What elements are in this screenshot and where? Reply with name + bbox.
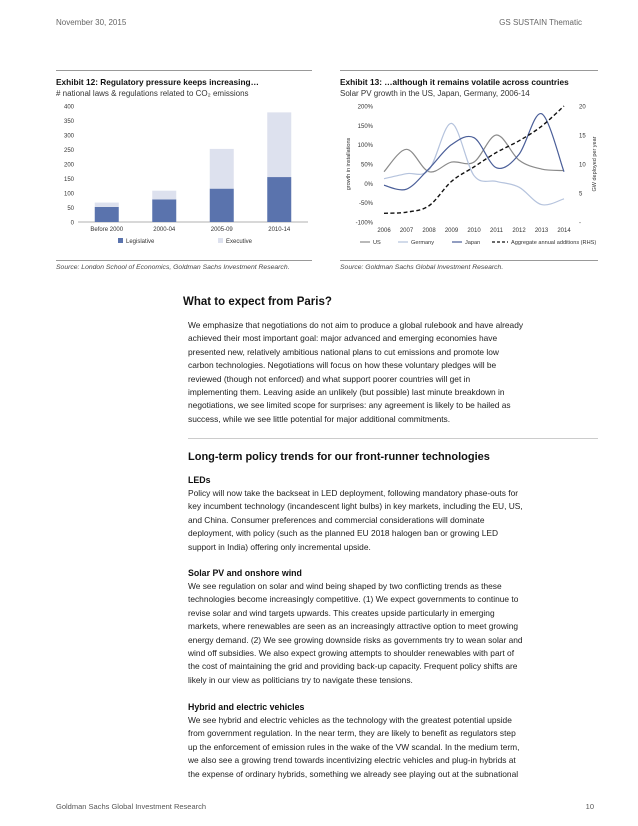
paris-line: We emphasize that negotiations do not aim to produce a global rulebook and have already (188, 320, 524, 330)
solar-line: revise solar and wind targets upwards. This creates upside particularly in emerging (188, 607, 495, 618)
y-left-tick-label: 0% (364, 181, 373, 188)
leds-line: deployment, with policy (such as the planned EU 2018 halogen ban or growing LED (188, 528, 499, 539)
x-tick-label: 2005-09 (210, 227, 233, 233)
y-tick-label: 50 (67, 206, 74, 212)
y-right-axis-label: GW deployed per year (592, 136, 598, 192)
paris-line: negotiations, we see limited scope for surprises: any agreement is likely to be hailed as (188, 400, 511, 411)
x-tick-label: 2012 (512, 228, 526, 234)
legend-label: Germany (411, 240, 435, 246)
bar-executive (210, 149, 234, 189)
hybrid-line: from government regulation. In the near term, they are likely to benefit as regulators step (188, 728, 516, 739)
paris-line: implementing them. Leaving aside an unlikely (but possible) last minute breakdown in (188, 387, 505, 398)
y-left-axis-label: growth in installations (346, 137, 352, 191)
policy-heading: Long-term policy trends for our front-runner technologies (188, 451, 490, 463)
paris-line: achieved their most important goal: major advanced and emerging economies have (188, 333, 498, 344)
y-tick-label: 0 (70, 220, 74, 227)
solar-line: likely in our view as politicians try to navigate these tensions. (188, 674, 413, 685)
solar-line: We see regulation on solar and wind being shaped by two conflicting trends as these (188, 581, 502, 591)
bar-executive (95, 203, 119, 207)
leds-line: Policy will now take the backseat in LED deployment, following mandatory phase-outs for (188, 488, 519, 498)
legend-label: Executive (226, 239, 253, 245)
y-left-tick-label: 50% (360, 162, 373, 169)
legend-label: Legislative (126, 239, 155, 245)
hybrid-paragraph (188, 714, 592, 781)
hybrid-line: we also see a growing trend towards incentivizing electric vehicles and plug-in hybrids at (188, 755, 516, 766)
paris-line: presented new, relatively ambitious national plans to cut emissions and promote low (188, 346, 499, 357)
y-right-tick-label: 10 (579, 162, 586, 169)
paris-line: success, while we see little potential for major additional commitments. (188, 413, 451, 424)
hybrid-line: We see hybrid and electric vehicles as the technology with the greatest potential upside (188, 715, 512, 725)
header-series: GS SUSTAIN Thematic (499, 18, 582, 27)
x-tick-label: 2008 (422, 228, 436, 234)
x-tick-label: 2010-14 (268, 227, 291, 233)
legend-label: Aggregate annual additions (RHS) (511, 240, 597, 246)
solar-paragraph (188, 580, 592, 687)
exhibit13-subtitle: Solar PV growth in the US, Japan, Germany, 2006-14 (340, 89, 530, 98)
solar-line: energy demand. (2) We see growing downside risks as governments try to wean solar and (188, 634, 523, 645)
bar-executive (152, 191, 176, 200)
y-right-tick-label: 5 (579, 191, 583, 198)
series-line-aggregate (384, 106, 564, 213)
y-left-tick-label: 100% (357, 143, 373, 150)
y-tick-label: 200 (63, 162, 74, 169)
bar-legislative (152, 199, 176, 222)
footer-publisher: Goldman Sachs Global Investment Research (56, 802, 207, 811)
series-line-germany (384, 123, 564, 205)
solar-line: technologies become increasingly competitive. (1) We expect governments to continue to (188, 594, 519, 605)
exhibit12-source: Source: London School of Economics, Goldman Sachs Investment Research. (56, 264, 290, 271)
x-tick-label: 2009 (444, 228, 459, 234)
bar-legislative (267, 177, 291, 222)
x-tick-label: 2000-04 (153, 227, 176, 233)
y-left-tick-label: 200% (357, 104, 373, 111)
legend-label: US (373, 240, 381, 246)
paris-heading: What to expect from Paris? (183, 296, 332, 308)
y-tick-label: 300 (63, 133, 74, 140)
legend-swatch (118, 238, 123, 243)
solar-line: markets, where renewables are seen as an increasingly attractive option to meet growing (188, 621, 519, 632)
solar-line: wind off subsidies. We also expect growing attempts to shoulder renewables with part of (188, 648, 515, 659)
paris-line: carbon technologies. Negotiations will focus on how these voluntary pledges will be (188, 360, 497, 371)
y-left-tick-label: -50% (358, 201, 373, 208)
x-tick-label: 2014 (557, 228, 571, 234)
legend-label: Japan (465, 240, 481, 246)
y-tick-label: 250 (63, 148, 74, 154)
y-right-tick-label: 20 (579, 104, 586, 111)
paris-paragraph (188, 319, 592, 426)
leds-line: and China. Consumer preferences and commercial considerations will dominate (188, 514, 485, 525)
legend-swatch (218, 238, 223, 243)
y-left-tick-label: -100% (355, 220, 373, 227)
exhibit13-source-rule (340, 260, 598, 261)
y-right-tick-label: 15 (579, 133, 586, 140)
y-tick-label: 350 (63, 119, 74, 125)
exhibit13-source: Source: Goldman Sachs Global Investment Research. (340, 264, 504, 271)
x-tick-label: 2007 (399, 228, 414, 234)
x-tick-label: 2013 (534, 228, 549, 234)
page-number: 10 (585, 802, 594, 811)
hybrid-title: Hybrid and electric vehicles (188, 702, 305, 712)
leds-line: key incumbent technology (incandescent light bulbs) in key markets, including the EU, US, (188, 501, 523, 512)
exhibit12-chart (56, 100, 312, 252)
exhibit13-chart (340, 100, 600, 252)
leds-title: LEDs (188, 475, 211, 485)
exhibit13-top-rule (340, 70, 598, 71)
y-tick-label: 100 (63, 191, 74, 198)
x-tick-label: 2006 (377, 228, 391, 234)
hybrid-line: up the enforcement of emission rules in the wake of the VW scandal. In the medium term, (188, 741, 520, 752)
y-tick-label: 150 (63, 177, 74, 183)
exhibit12-title: Exhibit 12: Regulatory pressure keeps increasing… (56, 77, 259, 87)
bar-executive (267, 112, 291, 177)
section-divider (188, 438, 598, 439)
hybrid-line: the expense of ordinary hybrids, something we already see playing out at the subnational (188, 768, 519, 779)
x-tick-label: Before 2000 (90, 227, 124, 233)
header-date: November 30, 2015 (56, 18, 127, 27)
y-right-tick-label: - (579, 220, 581, 227)
exhibit12-subtitle: # national laws & regulations related to CO₂ emissions (56, 89, 249, 98)
solar-title: Solar PV and onshore wind (188, 568, 302, 578)
exhibit12-top-rule (56, 70, 312, 71)
solar-line: the cost of maintaining the grid and providing back-up capacity. Frequent policy shifts are (188, 661, 518, 672)
y-tick-label: 400 (63, 104, 74, 111)
exhibit12-source-rule (56, 260, 312, 261)
bar-legislative (95, 207, 119, 222)
x-tick-label: 2011 (490, 228, 503, 234)
exhibit13-title: Exhibit 13: …although it remains volatile across countries (340, 77, 569, 87)
x-tick-label: 2010 (467, 228, 481, 234)
leds-paragraph (188, 487, 592, 554)
y-left-tick-label: 150% (357, 123, 373, 130)
paris-line: reviewed (though not enforced) and what support poorer countries will get in (188, 373, 471, 384)
leds-line: support in India) offering only incremental upside. (188, 541, 371, 552)
bar-legislative (210, 189, 234, 222)
